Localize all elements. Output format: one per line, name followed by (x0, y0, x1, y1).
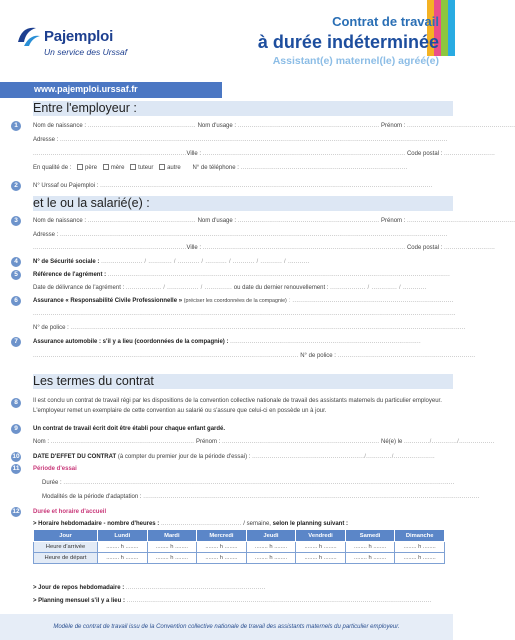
time-cell[interactable]: ........ h ........ (345, 542, 395, 553)
checkbox-tuteur[interactable] (130, 164, 136, 170)
row-label-departure: Heure de départ (34, 553, 98, 564)
time-cell[interactable]: ........ h ........ (395, 542, 445, 553)
item-number-12: 12 (12, 508, 20, 515)
employee-secu-row: N° de Sécurité sociale : ..................... / ............ / ........... / ........... / ........... / ........... / ........... (33, 259, 310, 265)
weekly-hours-row: > Horaire hebdomadaire - nombre d'heures : ......................................... / semaine, selon le planning suivant : (33, 521, 348, 527)
terms-paragraph: Il est conclu un contrat de travail régi par les dispositions de la convention collective nationale de travail des assistants maternels du particulier employeur. L'employeur remet un exemplaire de cette convention au salarié ou s'assure que celui-ci en possède un à jour. (33, 398, 442, 414)
website-url[interactable]: www.pajemploi.urssaf.fr (0, 82, 222, 98)
child-contract-title: Un contrat de travail écrit doit être établi pour chaque enfant gardé. (33, 426, 226, 432)
trial-period-title: Période d'essai (33, 466, 77, 472)
child-name-row: Nom : ......................................................................... Prénom : ................................................................................ Né(e) le ............./............./.................. (33, 439, 495, 445)
schedule-title: Durée et horaire d'accueil (33, 509, 107, 515)
section-title-terms: Les termes du contrat (33, 374, 154, 388)
time-cell[interactable]: ........ h ........ (246, 542, 296, 553)
doc-title-contract: Contrat de travail (332, 14, 439, 29)
time-cell[interactable]: ........ h ........ (296, 542, 346, 553)
employee-insurance-row: Assurance « Responsabilité Civile Professionnelle » (préciser les coordonnées de la compagnie) : .................................................................................. (33, 298, 454, 304)
employee-agrement-date-row: Date de délivrance de l'agrément : .................. / ................ / .............. ou date du dernier renouvellement : .................. / ............. / ............ (33, 285, 427, 291)
time-cell[interactable]: ........ h ........ (147, 542, 197, 553)
time-cell[interactable]: ........ h ........ (395, 553, 445, 564)
checkbox-pere[interactable] (77, 164, 83, 170)
time-cell[interactable]: ........ h ........ (345, 553, 395, 564)
employee-agrement-row: Référence de l'agrément : .............................................................................................................................................................................. (33, 272, 451, 278)
time-cell[interactable]: ........ h ........ (98, 542, 148, 553)
footer-note: Modèle de contrat de travail issu de la Convention collective nationale de travail des assistants maternels du particulier employeur. (0, 614, 453, 640)
item-number-2: 2 (11, 181, 21, 191)
table-row (34, 542, 445, 553)
time-cell[interactable]: ........ h ........ (246, 553, 296, 564)
col-jour: Jour (34, 530, 98, 542)
color-stripe (448, 0, 455, 56)
employee-auto-insurance-row: Assurance automobile : s'il y a lieu (coordonnées de la compagnie) : ................................................................................................. (33, 339, 421, 345)
schedule-table (33, 529, 445, 564)
item-number-3: 3 (11, 216, 21, 226)
item-number-4: 4 (11, 257, 21, 267)
time-cell[interactable]: ........ h ........ (197, 553, 247, 564)
employee-insurance-extra-row: ....................................................................................................................................................................................................................... (33, 311, 456, 317)
col-mardi: Mardi (147, 530, 197, 542)
adaptation-row: Modalités de la période d'adaptation : ........................................................................................................................................................................... (42, 494, 480, 500)
item-number-5: 5 (11, 270, 21, 280)
logo-swirl-icon (14, 22, 42, 50)
col-lundi: Lundi (98, 530, 148, 542)
table-row (34, 553, 445, 564)
time-cell[interactable]: ........ h ........ (98, 553, 148, 564)
time-cell[interactable]: ........ h ........ (197, 542, 247, 553)
row-label-arrival: Heure d'arrivée (34, 542, 98, 553)
employer-quality-row: En qualité de : père mère tuteur autre N° de téléphone : ..................................................................................... (33, 165, 408, 171)
monthly-planning-row: > Planning mensuel s'il y a lieu : ........................................................................................................................................................... (33, 598, 432, 604)
col-samedi: Samedi (345, 530, 395, 542)
employee-policy-row: N° de police : ......................................................................................................................................................................................................... (33, 325, 466, 331)
employer-address-row: Adresse : ..................................................................................................................................................................................................... (33, 137, 448, 143)
employee-address-row: Adresse : ..................................................................................................................................................................................................... (33, 232, 448, 238)
employer-city-row: ..............................................................................Ville : ....................................................................................................... Code postal : .......................... (33, 151, 496, 157)
doc-title-duration: à durée indéterminée (257, 32, 439, 52)
trial-duration-row: Durée : ....................................................................................................................................................................................................... (42, 480, 455, 486)
item-number-1: 1 (11, 121, 21, 131)
doc-title-role: Assistant(e) maternel(le) agréé(e) (272, 55, 439, 67)
time-cell[interactable]: ........ h ........ (296, 553, 346, 564)
col-vendredi: Vendredi (296, 530, 346, 542)
pajemploi-logo (14, 18, 134, 68)
schedule-header-row (34, 530, 445, 542)
employer-name-row: Nom de naissance : ....................................................... Nom d'usage : ........................................................................ Prénom : ....................................................... (33, 123, 515, 129)
item-number-10: 10 (12, 453, 20, 460)
item-number-9: 9 (11, 424, 21, 434)
rest-day-row: > Jour de repos hebdomadaire : ....................................................................... (33, 585, 266, 591)
section-title-employee: et le ou la salarié(e) : (33, 196, 150, 210)
effective-date-row: DATE D'EFFET DU CONTRAT (à compter du premier jour de la période d'essai) : ........................................................./............./..................... (33, 454, 436, 460)
col-mercredi: Mercredi (197, 530, 247, 542)
item-number-7: 7 (11, 337, 21, 347)
item-number-8: 8 (11, 398, 21, 408)
col-jeudi: Jeudi (246, 530, 296, 542)
checkbox-mere[interactable] (103, 164, 109, 170)
section-title-employer: Entre l'employeur : (33, 101, 137, 115)
employer-urssaf-row: N° Urssaf ou Pajemploi : ......................................................................................................................................................................... (33, 183, 433, 189)
employee-name-row: Nom de naissance : ....................................................... Nom d'usage : ........................................................................ Prénom : ....................................................... (33, 218, 515, 224)
employee-policy2-row: ....................................................................................................................................... N° de police : ...................................................................... (33, 353, 476, 359)
item-number-11: 11 (12, 465, 20, 472)
item-number-6: 6 (11, 296, 21, 306)
time-cell[interactable]: ........ h ........ (147, 553, 197, 564)
employee-city-row: ..............................................................................Ville : ....................................................................................................... Code postal : .......................... (33, 245, 496, 251)
checkbox-autre[interactable] (159, 164, 165, 170)
logo-name: Pajemploi (44, 28, 114, 45)
logo-subtitle: Un service des Urssaf (44, 47, 128, 57)
color-stripe (441, 0, 448, 56)
col-dimanche: Dimanche (395, 530, 445, 542)
